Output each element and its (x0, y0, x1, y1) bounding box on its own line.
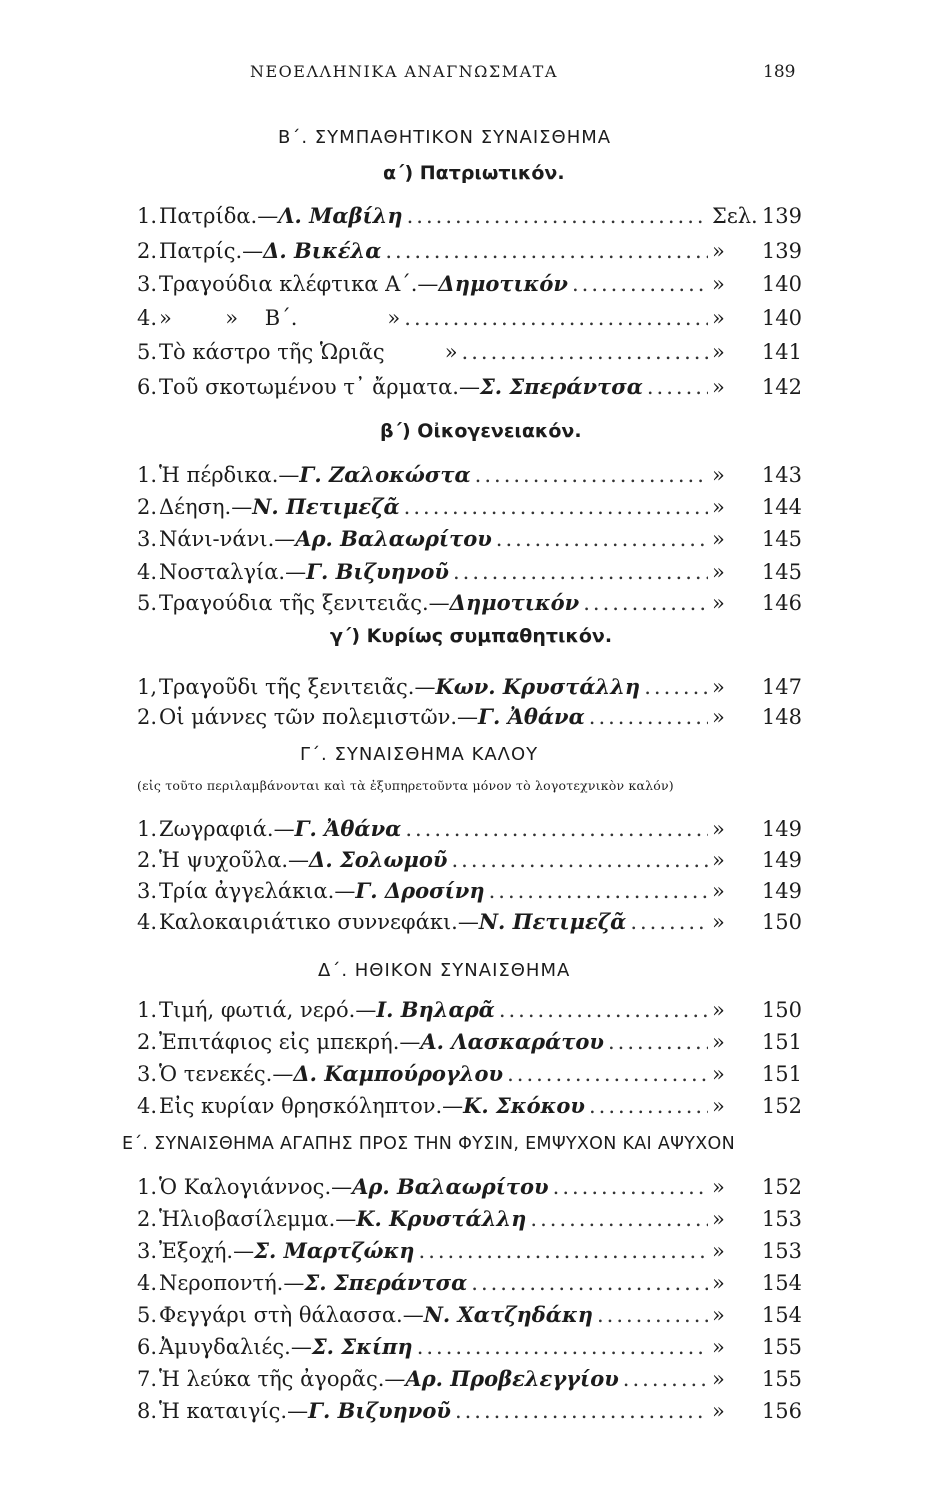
entry-title: Ἡ ψυχοῦλα. (159, 848, 289, 872)
entry-title: » » Β΄. (159, 306, 298, 330)
toc-entry: 4. Καλοκαιριάτικο συννεφάκι. — Ν. Πετιμεζᾶ ..... » 150 (137, 909, 802, 939)
entry-ref: » (712, 675, 725, 699)
entry-title: Ὁ τενεκές. (159, 1062, 273, 1086)
section-note: (εἰς τοῦτο περιλαμβάνονται καὶ τὰ ἐξυπηρετοῦντα μόνον τὸ λογοτεχνικὸν καλόν) (137, 778, 674, 793)
entry-ref: » (712, 306, 725, 330)
entry-number: 2. (137, 1207, 158, 1231)
entry-title: Ζωγραφιά. (159, 817, 274, 841)
entry-ref: » (712, 375, 725, 399)
entry-page: 144 (761, 495, 802, 519)
toc-entry: 8. Ἡ καταιγίς. — Γ. Βιζυηνοῦ ..... » 156 (137, 1398, 802, 1428)
entry-page: 150 (761, 998, 802, 1022)
entry-author: Δ. Βικέλα (263, 238, 382, 263)
entry-page: 153 (761, 1239, 802, 1263)
entry-page: 140 (761, 272, 802, 296)
entry-title: Τραγούδια κλέφτικα Α΄. (159, 272, 418, 296)
toc-entry: 3. Τραγούδια κλέφτικα Α΄. — Δημοτικόν ..... » 140 (137, 271, 802, 301)
entry-ref: Σελ. (712, 204, 758, 228)
leader-dots (597, 1303, 708, 1327)
toc-entry: 3. Τρία ἀγγελάκια. — Γ. Δροσίνη ..... » 149 (137, 878, 802, 908)
toc-entry: 6. Ἀμυγδαλιές. — Σ. Σκίπη ..... » 155 (137, 1334, 802, 1364)
entry-number: 3. (137, 527, 158, 551)
entry-author: Σ. Σκίπη (311, 1334, 413, 1359)
entry-number: 1. (137, 998, 158, 1022)
entry-page: 140 (761, 306, 802, 330)
entry-title: Ἐξοχή. (159, 1239, 234, 1263)
entry-title: Ἡλιοβασίλεμμα. (159, 1207, 336, 1231)
section-heading: Δ΄. ΗΘΙΚΟΝ ΣΥΝΑΙΣΘΗΜΑ (318, 960, 571, 981)
entry-number: 4. (137, 306, 158, 330)
entry-author: Ν. Πετιμεζᾶ (478, 909, 627, 934)
entry-title: Τρία ἀγγελάκια. (159, 879, 335, 903)
leader-dots (589, 705, 708, 729)
leader-dots (507, 1062, 708, 1086)
entry-number: 4. (137, 910, 158, 934)
entry-number: 8. (137, 1399, 158, 1423)
entry-title: Τὸ κάστρο τῆς Ὡριᾶς (159, 340, 385, 364)
entry-title: Πατρίδα. (159, 204, 258, 228)
entry-number: 5. (137, 340, 158, 364)
entry-author: Σ. Μαρτζώκη (254, 1238, 415, 1263)
entry-title: Ἐπιτάφιος εἰς μπεκρή. (159, 1030, 400, 1054)
entry-ref: » (712, 1062, 725, 1086)
toc-entry: 5. Φεγγάρι στὴ θάλασσα. — Ν. Χατζηδάκη ..... » 154 (137, 1302, 802, 1332)
toc-entry: 2. Ἡ ψυχοῦλα. — Δ. Σολωμοῦ ..... » 149 (137, 847, 802, 877)
entry-number: 3. (137, 1239, 158, 1263)
entry-number: 6. (137, 1335, 158, 1359)
entry-author: Κ. Σκόκου (463, 1093, 585, 1118)
entry-number: 2. (137, 705, 158, 729)
entry-page: 142 (761, 375, 802, 399)
entry-page: 143 (761, 463, 802, 487)
entry-ref: » (712, 340, 725, 364)
leader-dots (471, 1271, 708, 1295)
entry-page: 154 (761, 1271, 802, 1295)
entry-page: 150 (761, 910, 802, 934)
leader-dots (583, 591, 708, 615)
entry-page: 145 (761, 560, 802, 584)
entry-number: 2. (137, 1030, 158, 1054)
entry-ref: » (712, 239, 725, 263)
entry-page: 148 (761, 705, 802, 729)
entry-ref: » (712, 1094, 725, 1118)
entry-page: 155 (761, 1367, 802, 1391)
leader-dots (499, 998, 708, 1022)
leader-dots (453, 560, 708, 584)
entry-ref: » (712, 560, 725, 584)
entry-ref: » (712, 591, 725, 615)
entry-number: 6. (137, 375, 158, 399)
entry-title: Τραγοῦδι τῆς ξενιτειᾶς. (159, 675, 415, 699)
entry-number: 7. (137, 1367, 158, 1391)
entry-number: 5. (137, 1303, 158, 1327)
entry-number: 1. (137, 204, 158, 228)
entry-page: 139 (761, 204, 802, 228)
entry-ref: » (712, 1239, 725, 1263)
entry-page: 149 (761, 817, 802, 841)
toc-entry: 2. Πατρίς. — Δ. Βικέλα ..... » 139 (137, 238, 802, 268)
leader-dots (419, 1239, 708, 1263)
entry-ref: » (712, 1367, 725, 1391)
leader-dots (644, 675, 708, 699)
section-heading: Γ΄. ΣΥΝΑΙΣΘΗΜΑ ΚΑΛΟΥ (300, 744, 539, 765)
entry-author: Δημοτικόν (449, 590, 580, 615)
leader-dots (462, 340, 708, 364)
entry-ref: » (712, 272, 725, 296)
entry-author: Γ. Βιζυηνοῦ (306, 559, 449, 584)
entry-page: 155 (761, 1335, 802, 1359)
entry-ref: » (712, 705, 725, 729)
entry-ref: » (712, 910, 725, 934)
subsection-heading: β΄) Οἰκογενειακόν. (380, 420, 582, 442)
entry-title: Εἰς κυρίαν θρησκόληπτον. (159, 1094, 443, 1118)
entry-author: Λ. Μαβίλη (278, 203, 403, 228)
entry-page: 149 (761, 879, 802, 903)
leader-dots (455, 1399, 708, 1423)
entry-number: 1. (137, 817, 158, 841)
entry-number: 5. (137, 591, 158, 615)
entry-author: Ι. Βηλαρᾶ (376, 997, 495, 1022)
entry-author: Γ. Ἀθάνα (294, 816, 402, 841)
entry-ref: » (712, 1175, 725, 1199)
toc-entry: 3. Ἐξοχή. — Σ. Μαρτζώκη ..... » 153 (137, 1238, 802, 1268)
leader-dots (630, 910, 708, 934)
entry-page: 152 (761, 1175, 802, 1199)
toc-entry: 1. Πατρίδα. — Λ. Μαβίλη ..... Σελ. 139 (137, 203, 802, 233)
entry-author: Γ. Δροσίνη (355, 878, 485, 903)
entry-author: Αρ. Προβελεγγίου (405, 1366, 619, 1391)
entry-title: Ἀμυγδαλιές. (159, 1335, 291, 1359)
toc-entry: 2. Δέηση. — Ν. Πετιμεζᾶ ..... » 144 (137, 494, 802, 524)
entry-number: 2. (137, 239, 158, 263)
entry-ref: » (712, 527, 725, 551)
entry-page: 151 (761, 1030, 802, 1054)
entry-title: Οἱ μάννες τῶν πολεμιστῶν. (159, 705, 458, 729)
entry-title: Ὁ Καλογιάννος. (159, 1175, 332, 1199)
entry-title: Πατρίς. (159, 239, 243, 263)
leader-dots (608, 1030, 708, 1054)
entry-title: Δέηση. (159, 495, 232, 519)
leader-dots (407, 204, 708, 228)
entry-title: Νοσταλγία. (159, 560, 286, 584)
toc-entry: 5. Τὸ κάστρο τῆς Ὡριᾶς » ..... » 141 (137, 340, 802, 370)
entry-ref: » (712, 1303, 725, 1327)
leader-dots (404, 306, 708, 330)
toc-entry: 2. Οἱ μάννες τῶν πολεμιστῶν. — Γ. Ἀθάνα ..... » 148 (137, 704, 802, 734)
entry-number: 1. (137, 1175, 158, 1199)
toc-entry: 4. Εἰς κυρίαν θρησκόληπτον. — Κ. Σκόκου ..... » 152 (137, 1093, 802, 1123)
entry-title: Φεγγάρι στὴ θάλασσα. (159, 1303, 403, 1327)
entry-ref: » (712, 1335, 725, 1359)
toc-entry: 4. Νοσταλγία. — Γ. Βιζυηνοῦ ..... » 145 (137, 559, 802, 589)
entry-author: Κ. Κρυστάλλη (356, 1206, 527, 1231)
toc-entry: 1. Ἡ πέρδικα. — Γ. Ζαλοκώστα ..... » 143 (137, 462, 802, 492)
entry-author: Γ. Ζαλοκώστα (299, 462, 471, 487)
subsection-heading: γ΄) Κυρίως συμπαθητικόν. (330, 625, 613, 647)
entry-author: Δημοτικόν (438, 271, 568, 296)
entry-page: 139 (761, 239, 802, 263)
leader-dots (385, 239, 708, 263)
entry-ref: » (712, 1399, 725, 1423)
entry-author: Σ. Σπεράντσα (304, 1270, 468, 1295)
entry-number: 3. (137, 272, 158, 296)
entry-number: 1. (137, 463, 158, 487)
entry-author: Δ. Σολωμοῦ (309, 847, 448, 872)
leader-dots (623, 1367, 708, 1391)
leader-dots (417, 1335, 708, 1359)
entry-title: Τοῦ σκοτωμένου τ᾽ ἄρματα. (159, 375, 459, 399)
toc-entry: 3. Ὁ τενεκές. — Δ. Καμπούρογλου ..... » 151 (137, 1061, 802, 1091)
subsection-heading: α΄) Πατριωτικόν. (383, 162, 565, 184)
entry-page: 149 (761, 848, 802, 872)
toc-entry: 3. Νάνι-νάνι. — Αρ. Βαλαωρίτου ..... » 145 (137, 526, 802, 556)
entry-ref: » (712, 879, 725, 903)
entry-page: 151 (761, 1062, 802, 1086)
entry-author: Γ. Βιζυηνοῦ (308, 1398, 451, 1423)
entry-author: Δ. Καμπούρογλου (293, 1061, 504, 1086)
entry-author: Ν. Χατζηδάκη (423, 1302, 593, 1327)
section-heading: Β΄. ΣΥΜΠΑΘΗΤΙΚΟΝ ΣΥΝΑΙΣΘΗΜΑ (278, 127, 612, 148)
entry-ref: » (712, 495, 725, 519)
entry-author: Κων. Κρυστάλλη (435, 674, 641, 699)
running-head: ΝΕΟΕΛΛΗΝΙΚΑ ΑΝΑΓΝΩΣΜΑΤΑ (250, 62, 558, 81)
entry-ref: » (712, 463, 725, 487)
entry-title: Ἡ λεύκα τῆς ἀγορᾶς. (159, 1367, 385, 1391)
entry-page: 145 (761, 527, 802, 551)
entry-page: 147 (761, 675, 802, 699)
entry-number: 3. (137, 1062, 158, 1086)
leader-dots (553, 1175, 708, 1199)
entry-author: Γ. Ἀθάνα (478, 704, 585, 729)
entry-page: 152 (761, 1094, 802, 1118)
entry-title: Νεροποντή. (159, 1271, 284, 1295)
entry-number: 4. (137, 560, 158, 584)
leader-dots (589, 1094, 708, 1118)
leader-dots (475, 463, 708, 487)
toc-entry: 1, Τραγοῦδι τῆς ξενιτειᾶς. — Κων. Κρυστάλλη ..... » 147 (137, 674, 802, 704)
entry-page: 141 (761, 340, 802, 364)
entry-author: Αρ. Βαλαωρίτου (352, 1174, 549, 1199)
leader-dots (489, 879, 708, 903)
entry-number: 2. (137, 495, 158, 519)
toc-entry: 1. Ζωγραφιά. — Γ. Ἀθάνα ..... » 149 (137, 816, 802, 846)
toc-entry: 1. Ὁ Καλογιάννος. — Αρ. Βαλαωρίτου ..... » 152 (137, 1174, 802, 1204)
toc-entry: 2. Ἡλιοβασίλεμμα. — Κ. Κρυστάλλη ..... » 153 (137, 1206, 802, 1236)
entry-number: 1, (137, 675, 158, 699)
entry-ref: » (712, 1030, 725, 1054)
toc-entry: 2. Ἐπιτάφιος εἰς μπεκρή. — Α. Λασκαράτου ..... » 151 (137, 1029, 802, 1059)
entry-title: Ἡ καταιγίς. (159, 1399, 288, 1423)
toc-entry: 5. Τραγούδια τῆς ξενιτειᾶς. — Δημοτικόν ..... » 146 (137, 590, 802, 620)
entry-ref: » (712, 817, 725, 841)
entry-author: Ν. Πετιμεζᾶ (252, 494, 400, 519)
toc-entry: 4. » » Β΄. » ..... » 140 (137, 306, 802, 336)
section-heading: Ε΄. ΣΥΝΑΙΣΘΗΜΑ ΑΓΑΠΗΣ ΠΡΟΣ ΤΗΝ ΦΥΣΙΝ, ΕΜΨΥΧΟΝ ΚΑΙ ΑΨΥΧΟΝ (122, 1134, 735, 1154)
entry-page: 156 (761, 1399, 802, 1423)
page-number: 189 (763, 62, 796, 82)
entry-title: Τραγούδια τῆς ξενιτειᾶς. (159, 591, 429, 615)
entry-author: Αρ. Βαλαωρίτου (295, 526, 492, 551)
entry-ref: » (712, 848, 725, 872)
entry-title: Νάνι-νάνι. (159, 527, 275, 551)
entry-ref: » (712, 1271, 725, 1295)
entry-page: 154 (761, 1303, 802, 1327)
entry-author: Σ. Σπεράντσα (479, 374, 643, 399)
entry-ref: » (712, 998, 725, 1022)
leader-dots (404, 495, 708, 519)
leader-dots (647, 375, 708, 399)
entry-number: 2. (137, 848, 158, 872)
leader-dots (572, 272, 708, 296)
leader-dots (405, 817, 708, 841)
toc-entry: 1. Τιμή, φωτιά, νερό. — Ι. Βηλαρᾶ ..... » 150 (137, 997, 802, 1027)
toc-entry: 6. Τοῦ σκοτωμένου τ᾽ ἄρματα. — Σ. Σπεράντσα ..... » 142 (137, 374, 802, 404)
entry-number: 4. (137, 1094, 158, 1118)
leader-dots (496, 527, 708, 551)
entry-title: Ἡ πέρδικα. (159, 463, 279, 487)
entry-author: Α. Λασκαράτου (420, 1029, 604, 1054)
entry-title: Καλοκαιριάτικο συννεφάκι. (159, 910, 458, 934)
toc-entry: 4. Νεροποντή. — Σ. Σπεράντσα ..... » 154 (137, 1270, 802, 1300)
entry-number: 4. (137, 1271, 158, 1295)
entry-number: 3. (137, 879, 158, 903)
entry-page: 153 (761, 1207, 802, 1231)
entry-title: Τιμή, φωτιά, νερό. (159, 998, 356, 1022)
leader-dots (530, 1207, 708, 1231)
toc-entry: 7. Ἡ λεύκα τῆς ἀγορᾶς. — Αρ. Προβελεγγίου ..... » 155 (137, 1366, 802, 1396)
leader-dots (452, 848, 709, 872)
entry-page: 146 (761, 591, 802, 615)
entry-ref: » (712, 1207, 725, 1231)
